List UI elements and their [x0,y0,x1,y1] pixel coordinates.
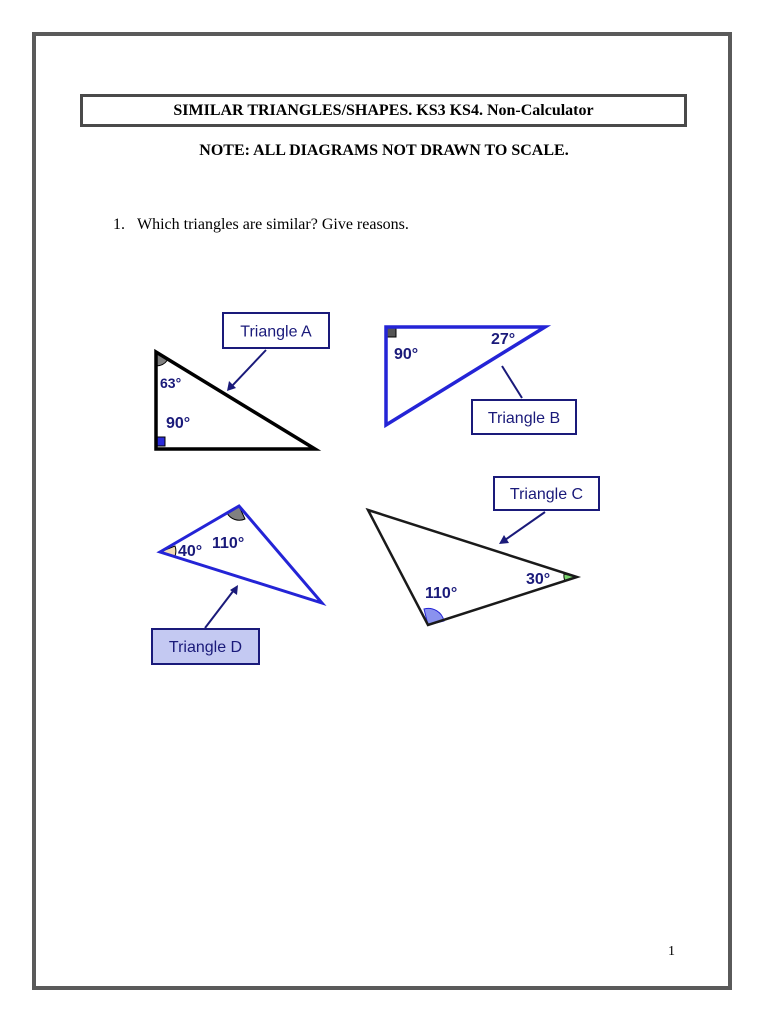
question-number: 1. [113,216,125,233]
triangle-a-label: Triangle A [240,323,312,341]
triangle-c-shape [368,510,577,625]
triangle-c-group [368,477,599,625]
triangle-b-angle-acute: 27° [491,331,516,348]
triangle-b-label: Triangle B [487,410,561,427]
triangle-d-angle-left: 40° [178,543,203,560]
triangle-c-pointer-line [505,512,545,540]
triangle-c-angle-acute: 30° [526,571,551,588]
triangle-b-group [386,327,576,434]
triangle-c-pointer-arrowhead [499,535,509,544]
triangle-c-label: Triangle C [509,486,584,503]
triangle-c-angle-obtuse: 110° [425,585,458,602]
page-number: 1 [668,944,675,959]
triangle-a-angle-right: 90° [166,415,191,432]
question-text: Which triangles are similar? Give reasons. [137,216,409,233]
triangle-b-pointer-line [502,366,522,398]
triangle-d-label: Triangle D [168,639,243,656]
triangle-a-angle-top: 63° [160,375,182,391]
worksheet-title-text: SIMILAR TRIANGLES/SHAPES. KS3 KS4. Non-Calculator [173,101,594,119]
triangle-d-pointer-line [205,590,234,628]
triangle-a-group [156,313,329,449]
triangle-a-shape [156,352,315,449]
triangle-d-angle-top: 110° [212,535,245,552]
triangle-a-pointer-line [232,350,266,386]
scale-note: NOTE: ALL DIAGRAMS NOT DRAWN TO SCALE. [199,142,569,159]
triangle-b-angle-right: 90° [394,346,419,363]
triangle-d-group [152,506,322,664]
